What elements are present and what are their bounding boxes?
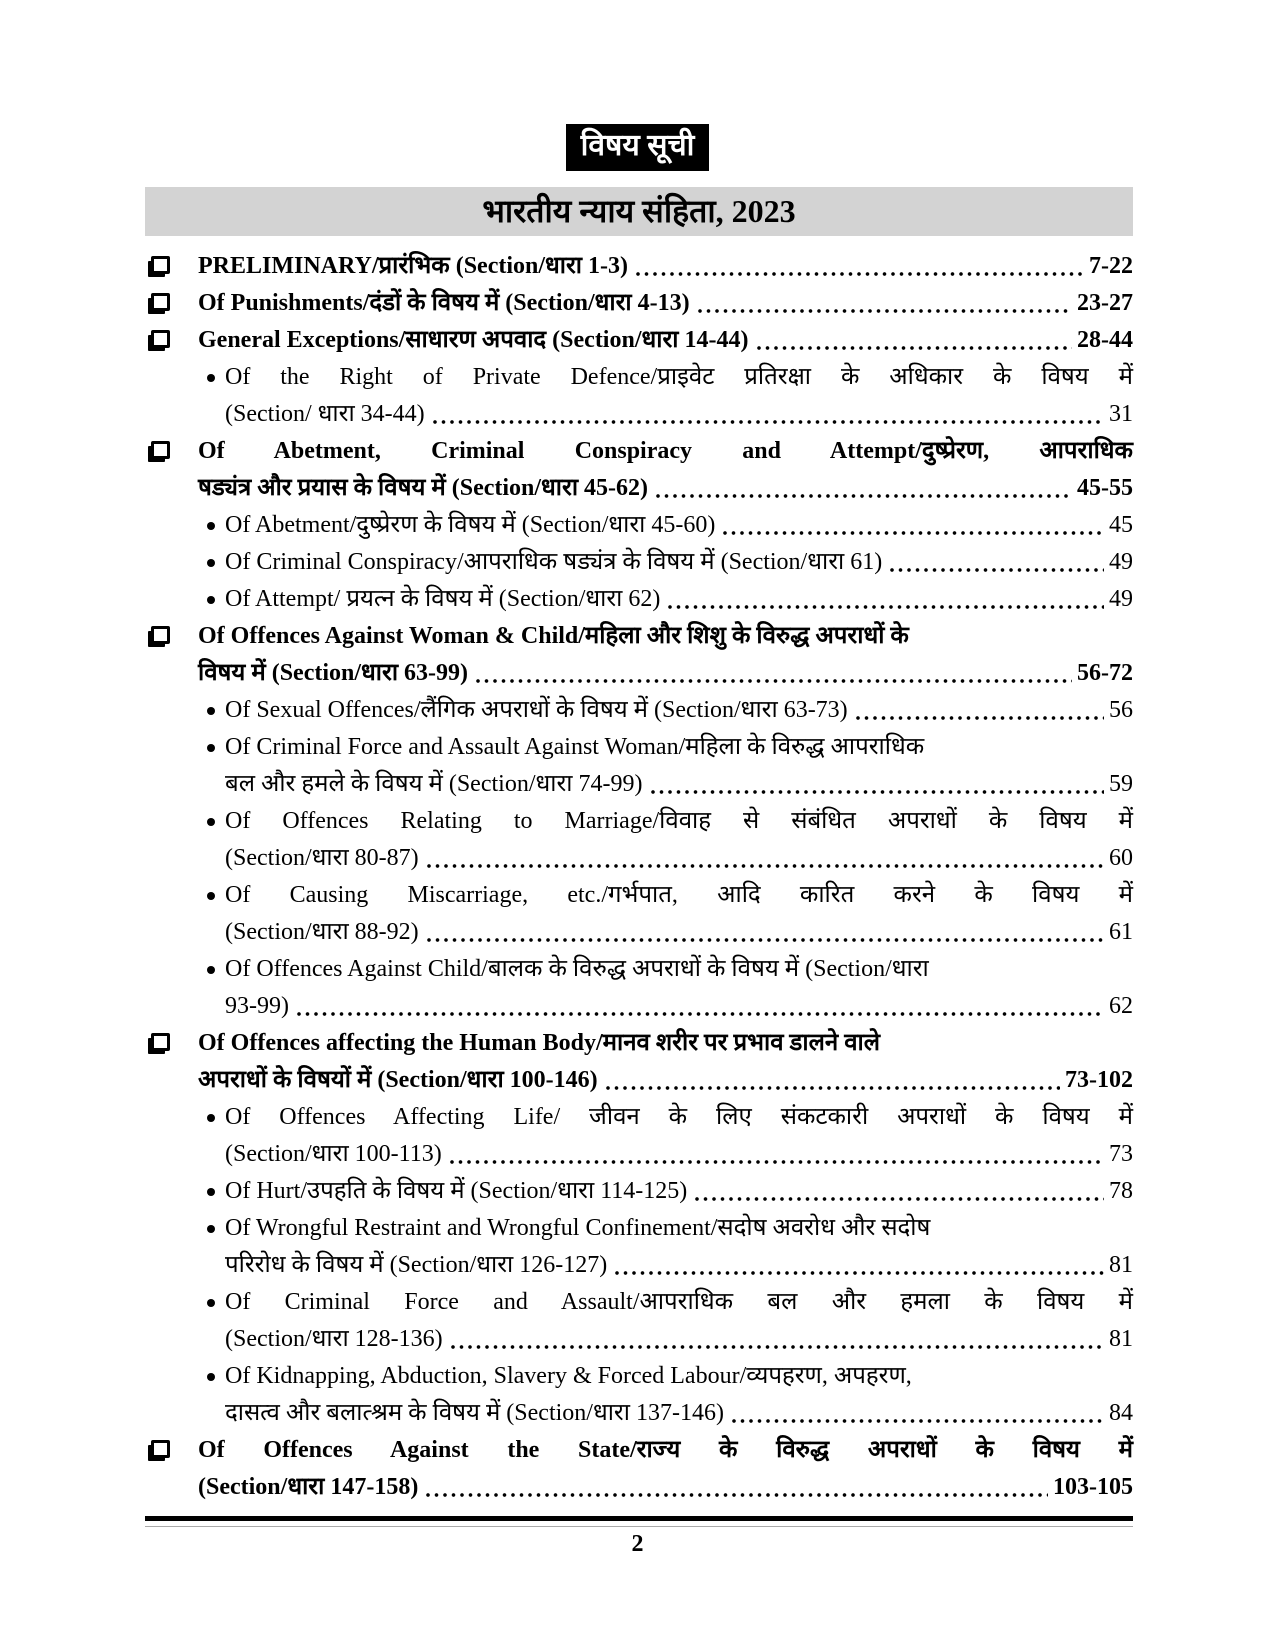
entry-text-line: Of Offences Against Child/बालक के विरुद्ध अपराधों के विषय में (Section/धारा bbox=[225, 956, 929, 982]
toc-entry bbox=[145, 1173, 1133, 1210]
toc-entry bbox=[145, 877, 1133, 951]
entry-line bbox=[198, 248, 1133, 285]
entry-line bbox=[225, 581, 1133, 618]
dot-leader bbox=[732, 1419, 1104, 1423]
entry-text-line: Of Offences Against the State/राज्य के विरुद्ध अपराधों के विषय में bbox=[198, 1437, 1133, 1463]
entry-text: (Section/धारा 100-113) bbox=[225, 1141, 442, 1167]
checkbox-icon bbox=[151, 441, 170, 459]
entry-text: (Section/ धारा 34-44) bbox=[225, 401, 425, 427]
entry-text: Of Attempt/ प्रयत्न के विषय में (Section/धारा 62) bbox=[225, 586, 661, 612]
entry-lines bbox=[225, 1173, 1133, 1210]
entry-lines bbox=[225, 1099, 1133, 1173]
toc-entry bbox=[145, 1025, 1133, 1099]
toc-entry bbox=[145, 507, 1133, 544]
page-number: 31 bbox=[1109, 401, 1133, 427]
toc-entry bbox=[145, 1099, 1133, 1173]
entry-lines bbox=[198, 248, 1133, 285]
entry-text: विषय में (Section/धारा 63-99) bbox=[198, 660, 469, 686]
toc-entry bbox=[145, 581, 1133, 618]
page-number: 61 bbox=[1109, 919, 1133, 945]
bullet-icon bbox=[207, 744, 215, 752]
entry-lines bbox=[198, 285, 1133, 322]
bullet-icon bbox=[207, 818, 215, 826]
bullet-icon bbox=[207, 1299, 215, 1307]
entry-line bbox=[198, 1062, 1133, 1099]
entry-line bbox=[225, 1247, 1133, 1284]
entry-text-line: Of the Right of Private Defence/प्राइवेट प्रतिरक्षा के अधिकार के विषय में bbox=[225, 364, 1133, 390]
dot-leader bbox=[427, 864, 1104, 868]
entry-lines bbox=[225, 544, 1133, 581]
dot-leader bbox=[476, 679, 1072, 683]
dot-leader bbox=[451, 1345, 1104, 1349]
toc-entry bbox=[145, 1210, 1133, 1284]
bullet-icon bbox=[207, 966, 215, 974]
entry-line bbox=[225, 914, 1133, 951]
entry-line bbox=[225, 766, 1133, 803]
entry-text-line: Of Causing Miscarriage, etc./गर्भपात, आदि कारित करने के विषय में bbox=[225, 882, 1133, 908]
toc-entry bbox=[145, 729, 1133, 803]
entry-text-line: Of Offences Relating to Marriage/विवाह से संबंधित अपराधों के विषय में bbox=[225, 808, 1133, 834]
entry-text: Of Punishments/दंडों के विषय में (Section/धारा 4-13) bbox=[198, 290, 690, 316]
dot-leader bbox=[668, 605, 1104, 609]
page-number: 81 bbox=[1109, 1252, 1133, 1278]
checkbox-icon bbox=[151, 626, 170, 644]
bullet-icon bbox=[207, 707, 215, 715]
page-number: 56-72 bbox=[1077, 660, 1133, 686]
toc-entry bbox=[145, 1358, 1133, 1432]
bullet-icon bbox=[207, 1188, 215, 1196]
dot-leader bbox=[427, 938, 1104, 942]
entry-text: PRELIMINARY/प्रारंभिक (Section/धारा 1-3) bbox=[198, 253, 629, 279]
toc-entry bbox=[145, 692, 1133, 729]
page-number: 62 bbox=[1109, 993, 1133, 1019]
entry-text: (Section/धारा 88-92) bbox=[225, 919, 419, 945]
dot-leader bbox=[433, 420, 1104, 424]
entry-text-line: Of Offences Against Woman & Child/महिला और शिशु के विरुद्ध अपराधों के bbox=[198, 623, 909, 649]
toc-entry bbox=[145, 951, 1133, 1025]
dot-leader bbox=[450, 1160, 1104, 1164]
entry-lines bbox=[225, 507, 1133, 544]
entry-line bbox=[225, 1321, 1133, 1358]
entry-line bbox=[198, 470, 1133, 507]
entry-lines bbox=[198, 1025, 1133, 1099]
page-number: 49 bbox=[1109, 586, 1133, 612]
entry-text: (Section/धारा 147-158) bbox=[198, 1474, 419, 1500]
dot-leader bbox=[656, 494, 1072, 498]
bullet-icon bbox=[207, 596, 215, 604]
entry-lines bbox=[225, 581, 1133, 618]
page-number: 73-102 bbox=[1065, 1067, 1133, 1093]
page-number: 73 bbox=[1109, 1141, 1133, 1167]
toc-entry bbox=[145, 359, 1133, 433]
entry-text-line: Of Abetment, Criminal Conspiracy and Attempt/दुष्प्रेरण, आपराधिक bbox=[198, 438, 1133, 464]
dot-leader bbox=[757, 346, 1073, 350]
page-number: 7-22 bbox=[1089, 253, 1133, 279]
footer-rule bbox=[145, 1516, 1133, 1527]
dot-leader bbox=[297, 1012, 1104, 1016]
dot-leader bbox=[426, 1493, 1048, 1497]
entry-text-line: Of Wrongful Restraint and Wrongful Confinement/सदोष अवरोध और सदोष bbox=[225, 1215, 931, 1241]
entry-lines bbox=[225, 1210, 1133, 1284]
entry-line bbox=[225, 1395, 1133, 1432]
entry-line bbox=[225, 396, 1133, 433]
dot-leader bbox=[698, 309, 1072, 313]
entry-line bbox=[225, 692, 1133, 729]
bullet-icon bbox=[207, 1114, 215, 1122]
entry-text: परिरोध के विषय में (Section/धारा 126-127) bbox=[225, 1252, 608, 1278]
book-header-bar bbox=[145, 187, 1133, 236]
toc-entry bbox=[145, 285, 1133, 322]
entry-text: (Section/धारा 80-87) bbox=[225, 845, 419, 871]
entry-line bbox=[225, 840, 1133, 877]
entry-lines bbox=[198, 433, 1133, 507]
dot-leader bbox=[890, 568, 1104, 572]
checkbox-icon bbox=[151, 1033, 170, 1051]
toc-list bbox=[145, 248, 1133, 1506]
page-number: 56 bbox=[1109, 697, 1133, 723]
entry-lines bbox=[225, 1358, 1133, 1432]
entry-line bbox=[198, 1469, 1133, 1506]
entry-text-line: Of Criminal Force and Assault Against Woman/महिला के विरुद्ध आपराधिक bbox=[225, 734, 925, 760]
dot-leader bbox=[695, 1197, 1104, 1201]
bullet-icon bbox=[207, 1373, 215, 1381]
entry-text-line: Of Criminal Force and Assault/आपराधिक बल और हमला के विषय में bbox=[225, 1289, 1133, 1315]
entry-lines bbox=[225, 692, 1133, 729]
entry-line bbox=[225, 1136, 1133, 1173]
entry-text-line: Of Offences Affecting Life/ जीवन के लिए संकटकारी अपराधों के विषय में bbox=[225, 1104, 1133, 1130]
toc-entry bbox=[145, 1432, 1133, 1506]
entry-line bbox=[225, 988, 1133, 1025]
entry-text: Of Sexual Offences/लैंगिक अपराधों के विषय में (Section/धारा 63-73) bbox=[225, 697, 848, 723]
entry-line bbox=[225, 507, 1133, 544]
toc-entry bbox=[145, 248, 1133, 285]
page-number: 49 bbox=[1109, 549, 1133, 575]
entry-lines bbox=[198, 618, 1133, 692]
page-number: 45-55 bbox=[1077, 475, 1133, 501]
page-title bbox=[566, 124, 710, 171]
toc-entry bbox=[145, 618, 1133, 692]
toc-entry bbox=[145, 322, 1133, 359]
entry-lines bbox=[225, 729, 1133, 803]
bullet-icon bbox=[207, 522, 215, 530]
page-number: 84 bbox=[1109, 1400, 1133, 1426]
entry-text-line: Of Kidnapping, Abduction, Slavery & Forced Labour/व्यपहरण, अपहरण, bbox=[225, 1363, 912, 1389]
entry-lines bbox=[225, 359, 1133, 433]
page-number: 60 bbox=[1109, 845, 1133, 871]
entry-text: Of Hurt/उपहति के विषय में (Section/धारा 114-125) bbox=[225, 1178, 688, 1204]
entry-text: (Section/धारा 128-136) bbox=[225, 1326, 443, 1352]
page-number: 78 bbox=[1109, 1178, 1133, 1204]
bullet-icon bbox=[207, 559, 215, 567]
entry-line bbox=[198, 655, 1133, 692]
page-number: 103-105 bbox=[1053, 1474, 1133, 1500]
entry-text-line: Of Offences affecting the Human Body/मानव शरीर पर प्रभाव डालने वाले bbox=[198, 1030, 881, 1056]
dot-leader bbox=[636, 272, 1084, 276]
bullet-icon bbox=[207, 1225, 215, 1233]
entry-text: Of Criminal Conspiracy/आपराधिक षड्यंत्र के विषय में (Section/धारा 61) bbox=[225, 549, 883, 575]
checkbox-icon bbox=[151, 1440, 170, 1458]
toc-entry bbox=[145, 803, 1133, 877]
entry-text: बल और हमले के विषय में (Section/धारा 74-99) bbox=[225, 771, 643, 797]
toc-entry bbox=[145, 544, 1133, 581]
bullet-icon bbox=[207, 374, 215, 382]
page-number: 81 bbox=[1109, 1326, 1133, 1352]
dot-leader bbox=[723, 531, 1104, 535]
toc-entry bbox=[145, 1284, 1133, 1358]
entry-lines bbox=[225, 877, 1133, 951]
page-number: 23-27 bbox=[1077, 290, 1133, 316]
entry-text: 93-99) bbox=[225, 993, 289, 1019]
checkbox-icon bbox=[151, 256, 170, 274]
entry-lines bbox=[225, 951, 1133, 1025]
page-number: 45 bbox=[1109, 512, 1133, 538]
page-number: 59 bbox=[1109, 771, 1133, 797]
folio-page-number: 2 bbox=[631, 1531, 644, 1557]
dot-leader bbox=[606, 1086, 1060, 1090]
entry-text: General Exceptions/साधारण अपवाद (Section/धारा 14-44) bbox=[198, 327, 749, 353]
checkbox-icon bbox=[151, 330, 170, 348]
entry-lines bbox=[198, 322, 1133, 359]
dot-leader bbox=[615, 1271, 1104, 1275]
entry-text: दासत्व और बलात्श्रम के विषय में (Section/धारा 137-146) bbox=[225, 1400, 724, 1426]
entry-line bbox=[225, 544, 1133, 581]
dot-leader bbox=[651, 790, 1105, 794]
entry-line bbox=[198, 322, 1133, 359]
checkbox-icon bbox=[151, 293, 170, 311]
page-number: 28-44 bbox=[1077, 327, 1133, 353]
entry-lines bbox=[198, 1432, 1133, 1506]
page-title-text: विषय सूची bbox=[580, 129, 695, 162]
book-header-text: भारतीय न्याय संहिता, 2023 bbox=[482, 193, 796, 229]
entry-lines bbox=[225, 803, 1133, 877]
entry-line bbox=[198, 285, 1133, 322]
entry-text: Of Abetment/दुष्प्रेरण के विषय में (Section/धारा 45-60) bbox=[225, 512, 716, 538]
toc-entry bbox=[145, 433, 1133, 507]
entry-text: अपराधों के विषयों में (Section/धारा 100-146) bbox=[198, 1067, 598, 1093]
entry-text: षड्यंत्र और प्रयास के विषय में (Section/धारा 45-62) bbox=[198, 475, 649, 501]
entry-line bbox=[225, 1173, 1133, 1210]
dot-leader bbox=[856, 716, 1104, 720]
bullet-icon bbox=[207, 892, 215, 900]
entry-lines bbox=[225, 1284, 1133, 1358]
